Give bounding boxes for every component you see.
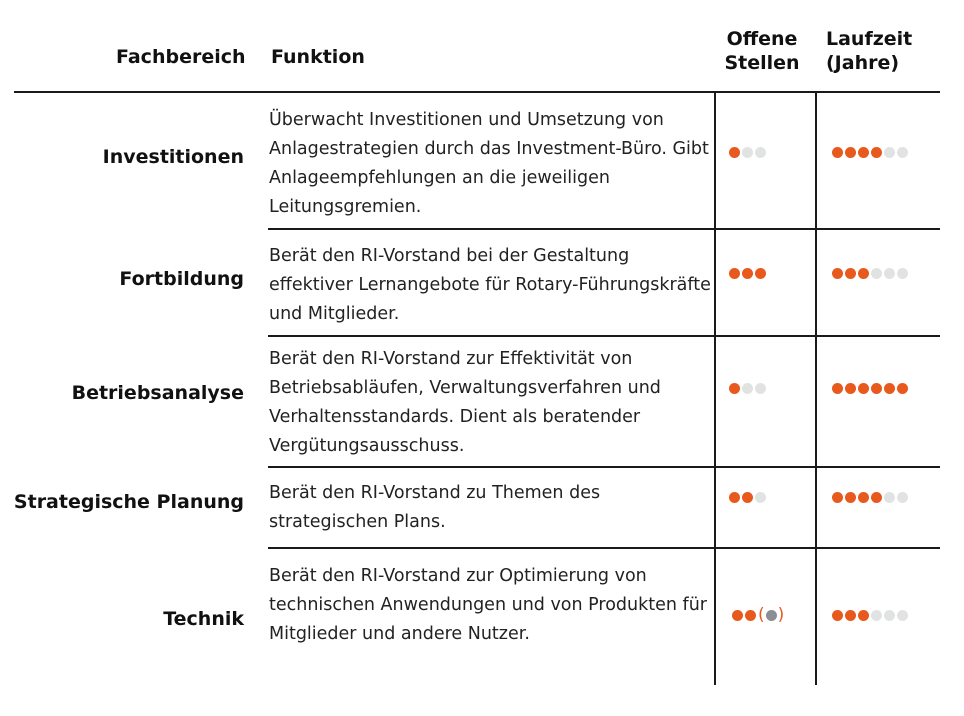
term-dots xyxy=(832,145,908,159)
empty-dot xyxy=(755,147,766,158)
filled-dot xyxy=(732,610,743,621)
row-area: Technik xyxy=(163,608,244,630)
filled-dot xyxy=(858,492,869,503)
filled-dot xyxy=(832,610,843,621)
filled-dot xyxy=(871,383,882,394)
empty-dot xyxy=(897,492,908,503)
filled-dot xyxy=(845,383,856,394)
empty-dot xyxy=(742,383,753,394)
header-open-line2: Stellen xyxy=(724,52,800,74)
filled-dot xyxy=(832,383,843,394)
row-function: Berät den RI-Vorstand bei der Gestaltung effektiver Lernangebote für Rotary-Führungskräfte und Mitglieder. xyxy=(269,246,711,324)
filled-dot xyxy=(858,610,869,621)
open-positions-dots xyxy=(729,490,766,504)
header-term-line2: (Jahre) xyxy=(826,52,900,74)
filled-dot xyxy=(845,610,856,621)
term-dots xyxy=(832,490,908,504)
filled-dot xyxy=(858,268,869,279)
empty-dot xyxy=(871,610,882,621)
header-open-positions xyxy=(720,27,804,75)
filled-dot xyxy=(729,147,740,158)
filled-dot xyxy=(845,147,856,158)
empty-dot xyxy=(897,610,908,621)
filled-dot xyxy=(884,383,895,394)
empty-dot xyxy=(755,383,766,394)
row-area: Strategische Planung xyxy=(13,491,244,513)
open-positions-dots xyxy=(729,145,766,159)
filled-dot xyxy=(729,383,740,394)
filled-dot xyxy=(858,147,869,158)
column-divider-term xyxy=(815,93,817,685)
filled-dot xyxy=(871,492,882,503)
filled-dot xyxy=(755,268,766,279)
header-area: Fachbereich xyxy=(116,46,246,68)
row-function: Berät den RI-Vorstand zur Optimierung von technischen Anwendungen und von Produkten für Mitglieder und andere Nutzer. xyxy=(269,566,707,644)
empty-dot xyxy=(897,147,908,158)
filled-dot xyxy=(897,383,908,394)
parenthetical-dot: ( ) xyxy=(758,605,785,625)
row-area: Investitionen xyxy=(102,146,244,168)
filled-dot xyxy=(742,268,753,279)
column-divider-open xyxy=(714,93,716,685)
empty-dot xyxy=(884,268,895,279)
open-positions-dots xyxy=(732,605,785,625)
empty-dot xyxy=(884,610,895,621)
filled-dot xyxy=(729,268,740,279)
empty-dot xyxy=(742,147,753,158)
row-function: Berät den RI-Vorstand zu Themen des strategischen Plans. xyxy=(269,483,601,532)
row-separator xyxy=(268,547,940,549)
filled-dot xyxy=(745,610,756,621)
filled-dot xyxy=(845,492,856,503)
filled-dot xyxy=(832,268,843,279)
row-separator xyxy=(268,335,940,337)
open-positions-dots xyxy=(729,266,766,280)
filled-dot xyxy=(832,147,843,158)
term-dots xyxy=(832,381,908,395)
empty-dot xyxy=(884,492,895,503)
row-function: Berät den RI-Vorstand zur Effektivität von Betriebsabläufen, Verwaltungsverfahren und Verhaltensstandards. Dient als beratender Vergütungsausschuss. xyxy=(269,349,661,456)
row-function: Überwacht Investitionen und Umsetzung von Anlagestrategien durch das Investment-Büro. Gibt Anlageempfehlungen an die jeweiligen Leitungsgremien. xyxy=(269,110,709,217)
empty-dot xyxy=(884,147,895,158)
row-area: Betriebsanalyse xyxy=(71,382,244,404)
filled-dot xyxy=(845,268,856,279)
term-dots xyxy=(832,608,908,622)
open-positions-dots xyxy=(729,381,766,395)
header-function: Funktion xyxy=(271,46,365,68)
grey-dot xyxy=(766,610,777,621)
filled-dot xyxy=(832,492,843,503)
empty-dot xyxy=(871,268,882,279)
row-area: Fortbildung xyxy=(119,268,244,290)
filled-dot xyxy=(742,492,753,503)
filled-dot xyxy=(871,147,882,158)
row-separator xyxy=(268,466,940,468)
header-term-line1: Laufzeit xyxy=(826,28,913,50)
header-term xyxy=(826,27,926,75)
empty-dot xyxy=(897,268,908,279)
row-separator xyxy=(268,228,940,230)
term-dots xyxy=(832,266,908,280)
empty-dot xyxy=(755,492,766,503)
header-open-line1: Offene xyxy=(726,28,798,50)
filled-dot xyxy=(858,383,869,394)
filled-dot xyxy=(729,492,740,503)
header-rule xyxy=(14,91,940,93)
